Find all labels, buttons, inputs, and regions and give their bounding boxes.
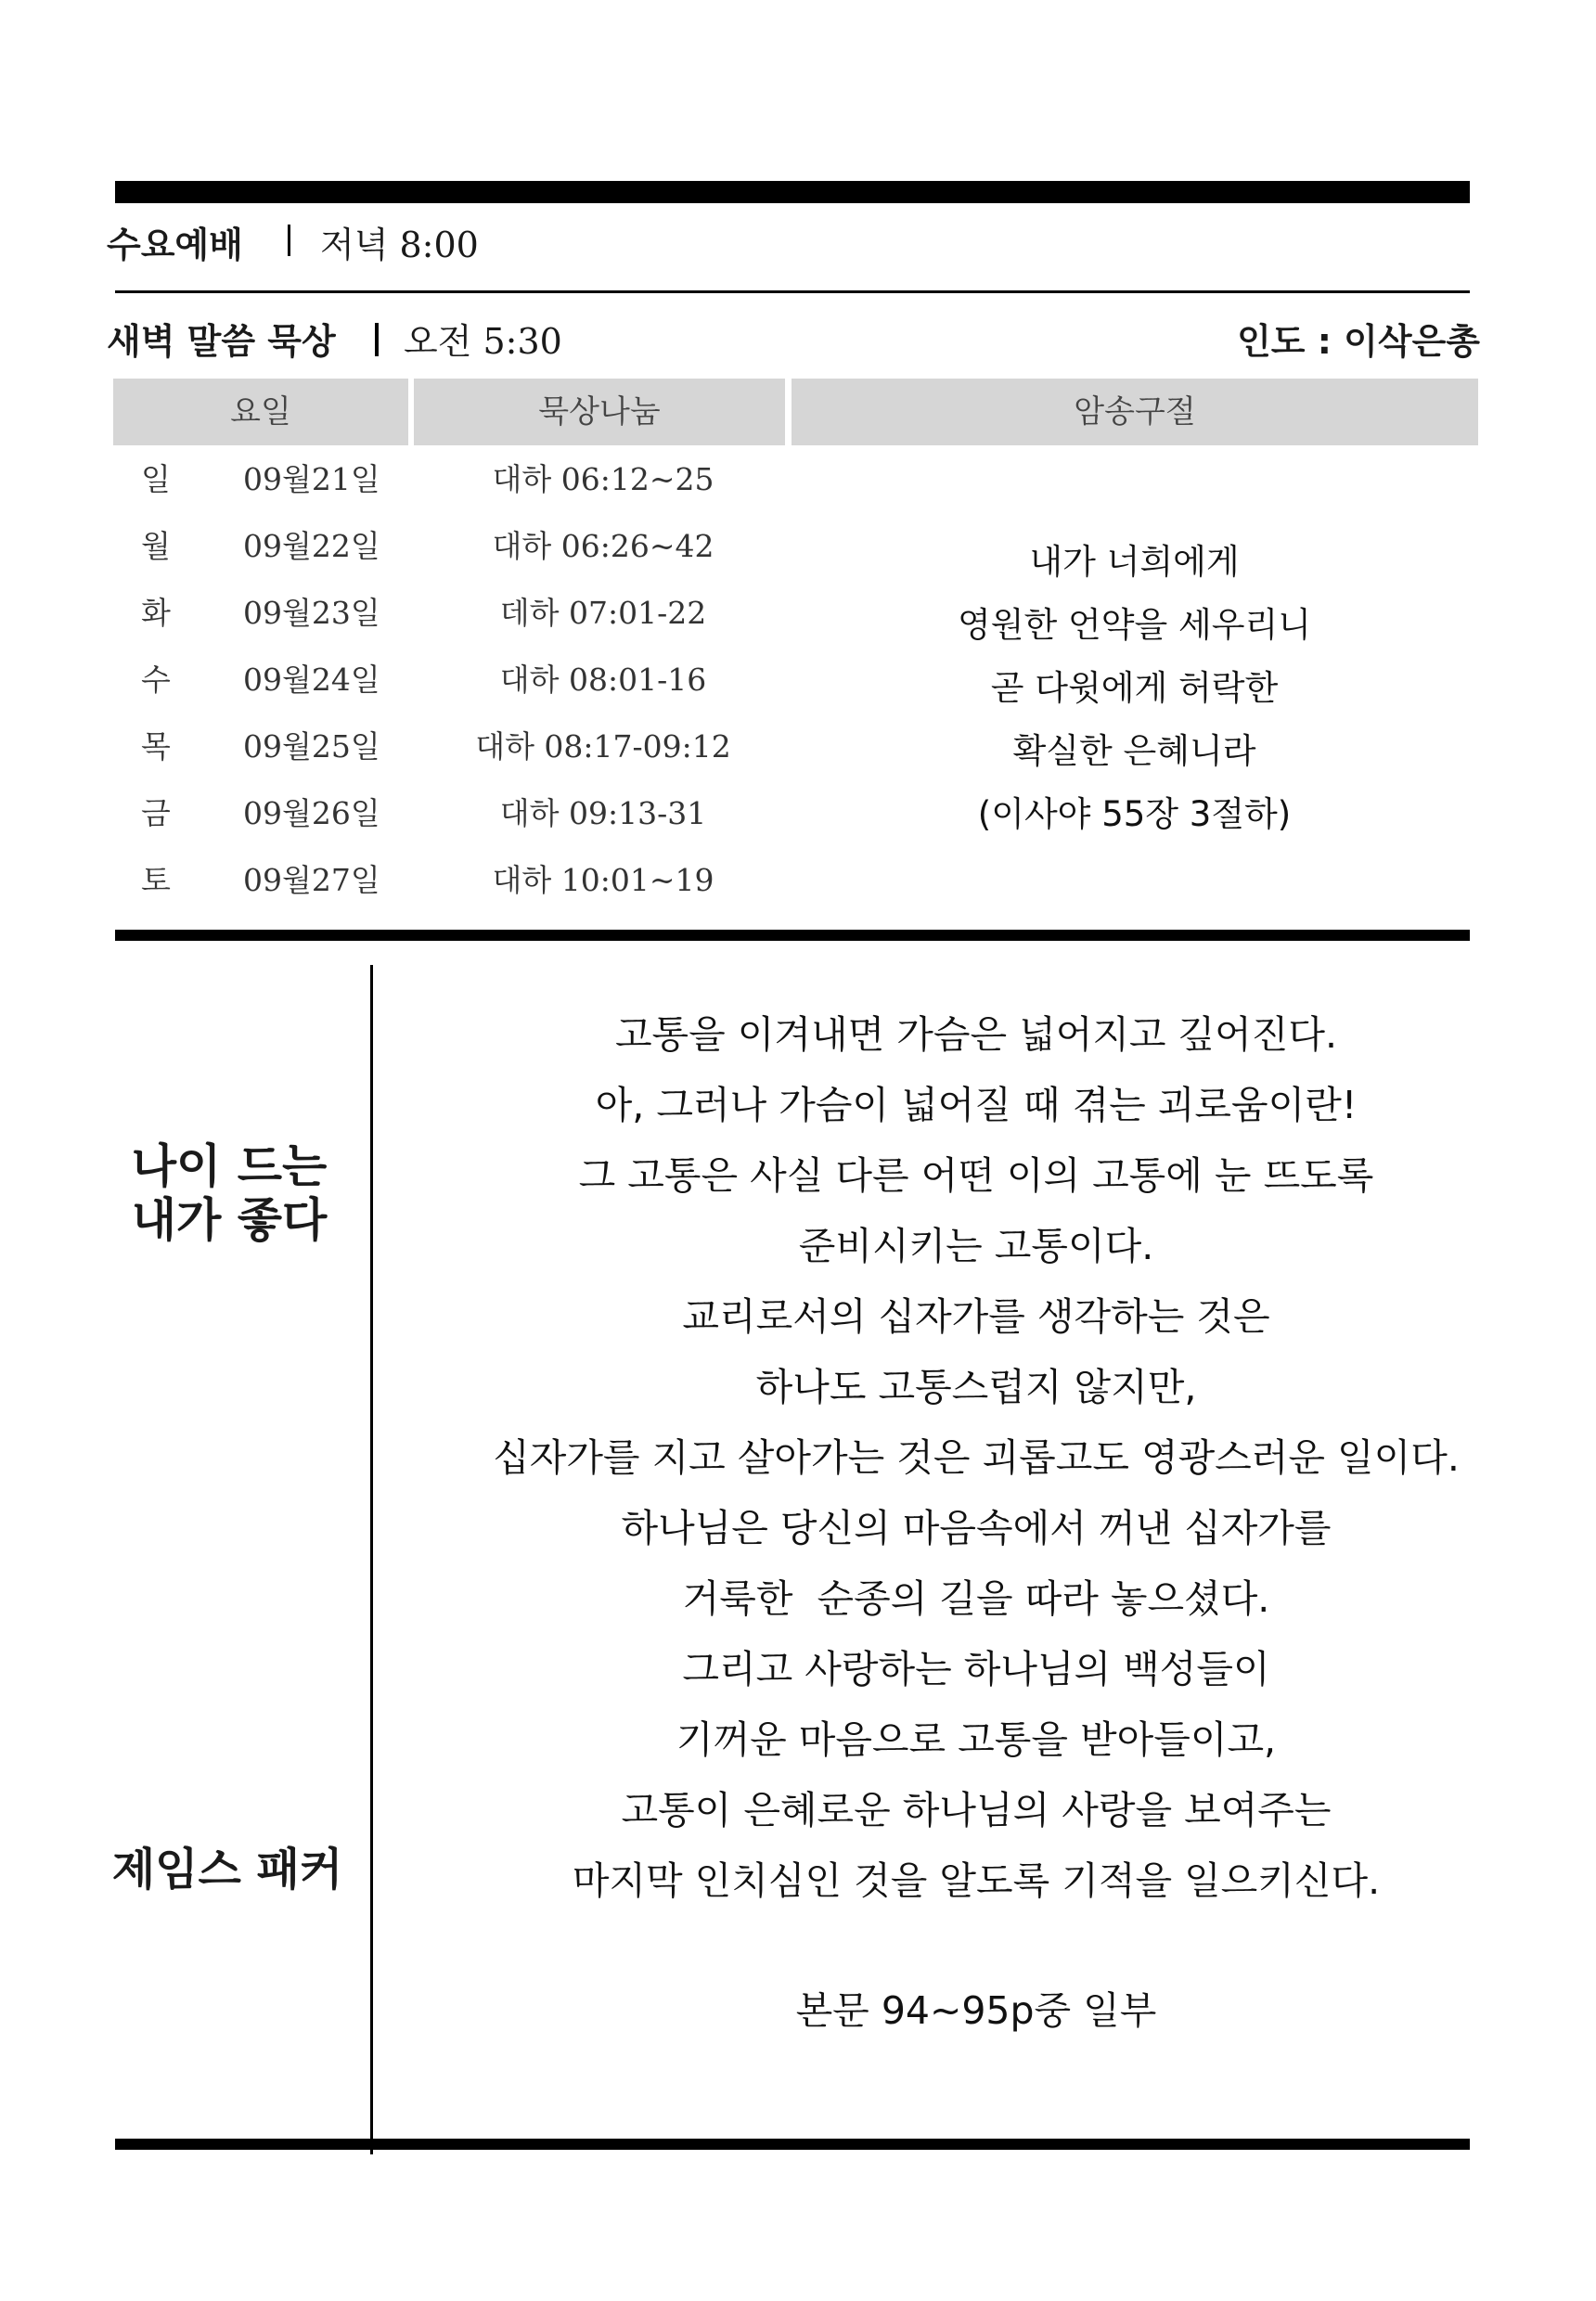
wednesday-separator	[288, 225, 290, 256]
reading-book-title	[113, 1139, 345, 1247]
excerpt-line: 준비시키는 고통이다.	[798, 1224, 1154, 1268]
row-passage: 대하 10:01~19	[492, 862, 714, 898]
excerpt-line: 교리로서의 십자가를 생각하는 것은	[682, 1294, 1270, 1339]
excerpt-line: 거룩한 순종의 길을 따라 놓으셨다.	[682, 1576, 1270, 1621]
row-date: 09월23일	[243, 595, 380, 631]
memory-verse-line: 영원한 언약을 세우리니	[958, 605, 1311, 645]
top-rule	[115, 181, 1470, 203]
row-date: 09월21일	[243, 461, 380, 497]
book-title-line: 내가 좋다	[131, 1193, 328, 1247]
table-header-sharing: 묵상나눔	[414, 379, 785, 445]
row-date: 09월26일	[243, 795, 380, 831]
row-day: 화	[141, 595, 171, 631]
excerpt-source: 본문 94~95p중 일부	[795, 1988, 1157, 2033]
row-day: 토	[141, 862, 171, 898]
row-passage: 대하 06:12~25	[492, 461, 714, 497]
row-day: 일	[141, 461, 171, 497]
row-date: 09월22일	[243, 528, 380, 564]
excerpt-line: 기꺼운 마음으로 고통을 받아들이고,	[676, 1717, 1277, 1762]
memory-verse-line: 곧 다윗에게 허락한	[990, 668, 1279, 708]
excerpt-line: 하나님은 당신의 마음속에서 꺼낸 십자가를	[621, 1506, 1332, 1550]
excerpt-line: 마지막 인치심인 것을 알도록 기적을 일으키신다.	[572, 1858, 1381, 1903]
dawn-leader: 인도 : 이삭은총	[1237, 321, 1480, 362]
excerpt-line: 그리고 사랑하는 하나님의 백성들이	[682, 1647, 1270, 1691]
wednesday-service-time: 저녁 8:00	[320, 225, 479, 265]
row-passage: 데하 07:01-22	[499, 595, 707, 631]
table-header-memory-verse: 암송구절	[792, 379, 1478, 445]
row-passage: 대하 06:26~42	[492, 528, 714, 564]
row-date: 09월24일	[243, 662, 380, 698]
row-day: 월	[141, 528, 171, 564]
table-header-day: 요일	[113, 379, 408, 445]
wednesday-service-label: 수요예배	[107, 225, 243, 265]
dawn-devotion-label: 새벽 말씀 묵상	[107, 321, 336, 362]
row-day: 금	[141, 795, 171, 831]
row-day: 수	[141, 662, 171, 698]
thin-rule	[115, 290, 1470, 293]
memory-verse-line: 내가 너희에게	[1029, 542, 1240, 582]
row-date: 09월27일	[243, 862, 380, 898]
excerpt-line: 하나도 고통스럽지 않지만,	[755, 1365, 1197, 1409]
book-title-line: 나이 드는	[131, 1139, 328, 1193]
excerpt-line: 고통이 은혜로운 하나님의 사랑을 보여주는	[621, 1788, 1332, 1832]
bottom-rule	[115, 2139, 1470, 2150]
excerpt-line: 고통을 이겨내면 가슴은 넓어지고 깊어진다.	[614, 1012, 1338, 1057]
excerpt-line: 아, 그러나 가슴이 넓어질 때 겪는 괴로움이란!	[595, 1083, 1358, 1127]
dawn-separator	[375, 323, 379, 356]
reading-excerpt	[373, 999, 1579, 1916]
row-date: 09월25일	[243, 728, 380, 765]
row-day: 목	[141, 728, 171, 765]
memory-verse	[793, 531, 1475, 846]
memory-verse-line: 확실한 은혜니라	[1012, 731, 1256, 771]
memory-verse-reference: (이사야 55장 3절하)	[977, 794, 1292, 834]
excerpt-line: 십자가를 지고 살아가는 것은 괴롭고도 영광스러운 일이다.	[493, 1435, 1460, 1480]
row-passage: 대하 08:01-16	[499, 662, 707, 698]
dawn-devotion-time: 오전 5:30	[404, 321, 562, 362]
row-passage: 대하 08:17-09:12	[475, 728, 731, 765]
row-passage: 대하 09:13-31	[499, 795, 707, 831]
reading-author: 제임스 패커	[111, 1844, 343, 1896]
excerpt-line: 그 고통은 사실 다른 어떤 이의 고통에 눈 뜨도록	[578, 1153, 1374, 1198]
middle-rule	[115, 930, 1470, 941]
